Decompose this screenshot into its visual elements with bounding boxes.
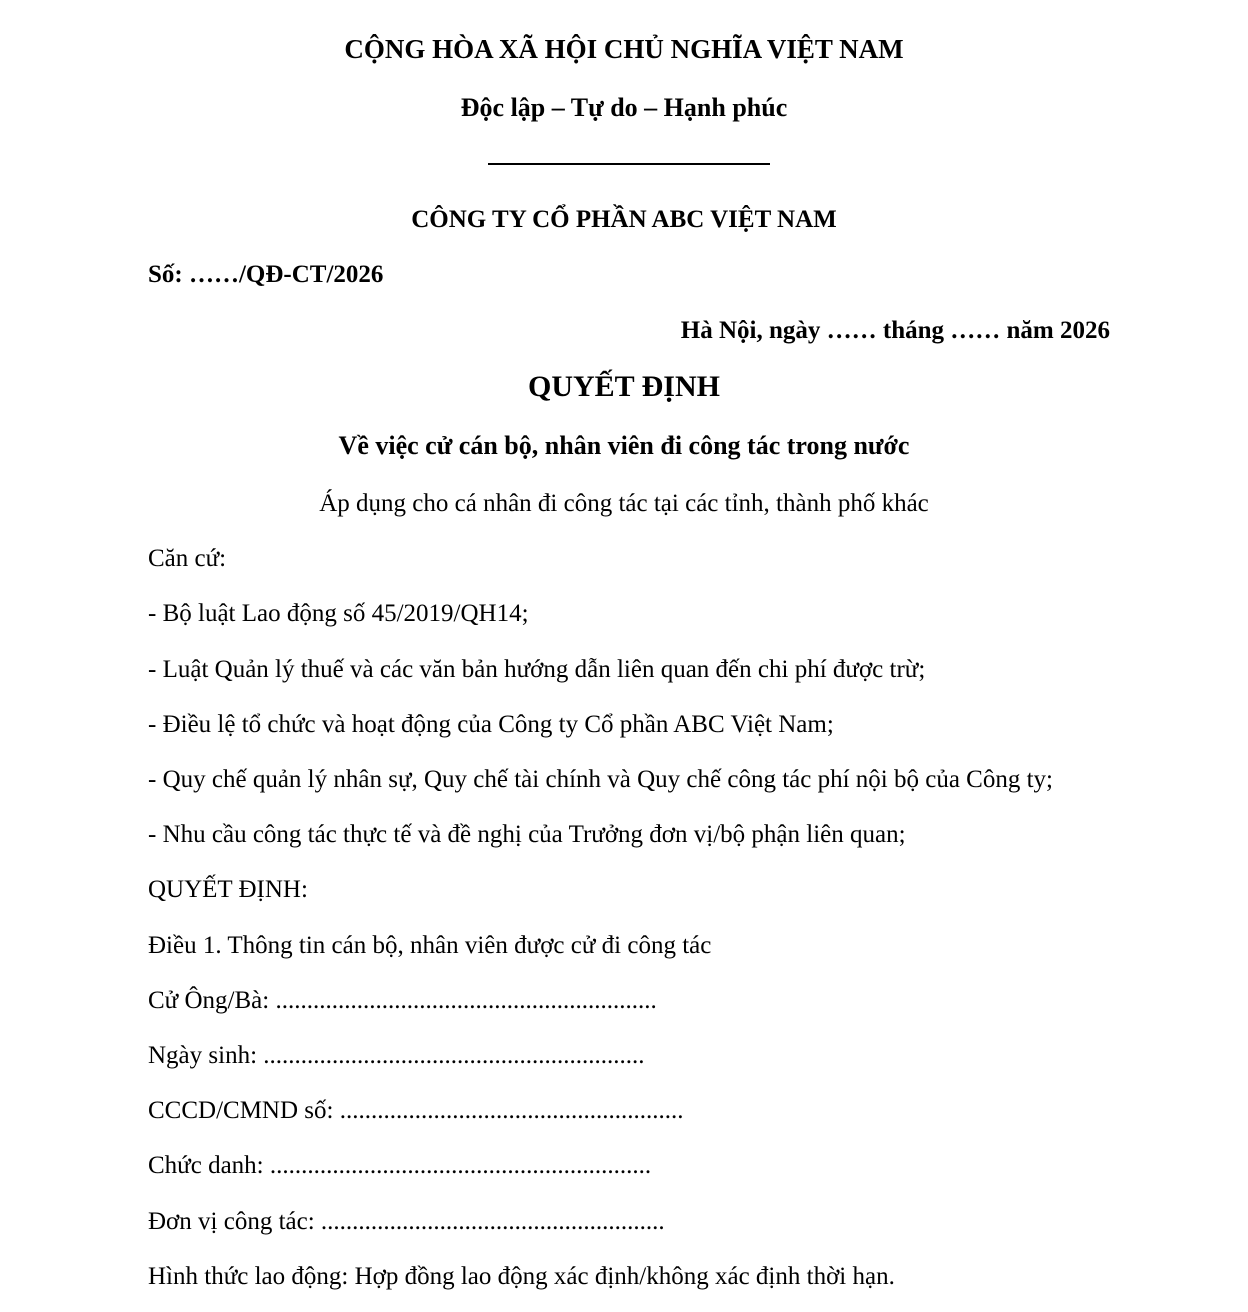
basis-item: - Nhu cầu công tác thực tế và đề nghị của Trưởng đơn vị/bộ phận liên quan; [148, 821, 906, 848]
national-motto: Độc lập – Tự do – Hạnh phúc [460, 93, 788, 122]
field-work-unit: Đơn vị công tác: ....................................................... [148, 1208, 665, 1235]
motto-underline [488, 163, 770, 165]
decision-title: QUYẾT ĐỊNH [528, 370, 720, 403]
basis-item: - Điều lệ tổ chức và hoạt động của Công ty Cổ phần ABC Việt Nam; [148, 711, 834, 738]
field-full-name: Cử Ông/Bà: ............................................................. [148, 987, 657, 1014]
company-name: CÔNG TY CỔ PHẦN ABC VIỆT NAM [411, 206, 837, 233]
decision-subject: Về việc cử cán bộ, nhân viên đi công tác trong nước [338, 431, 910, 460]
basis-heading: Căn cứ: [148, 545, 227, 572]
decision-scope: Áp dụng cho cá nhân đi công tác tại các tỉnh, thành phố khác [319, 490, 929, 517]
article-1-title: Điều 1. Thông tin cán bộ, nhân viên được cử đi công tác [148, 932, 712, 959]
field-job-title: Chức danh: ............................................................. [148, 1152, 652, 1179]
basis-item: - Luật Quản lý thuế và các văn bản hướng dẫn liên quan đến chi phí được trừ; [148, 656, 926, 683]
basis-item: - Bộ luật Lao động số 45/2019/QH14; [148, 600, 529, 627]
field-employment-type: Hình thức lao động: Hợp đồng lao động xác định/không xác định thời hạn. [148, 1263, 895, 1290]
document-number: Số: ……/QĐ-CT/2026 [148, 261, 384, 288]
decides-heading: QUYẾT ĐỊNH: [148, 876, 308, 903]
basis-item: - Quy chế quản lý nhân sự, Quy chế tài chính và Quy chế công tác phí nội bộ của Công ty; [148, 766, 1053, 793]
field-date-of-birth: Ngày sinh: ............................................................. [148, 1042, 645, 1069]
national-title: CỘNG HÒA XÃ HỘI CHỦ NGHĨA VIỆT NAM [344, 34, 904, 64]
field-id-number: CCCD/CMND số: ....................................................... [148, 1097, 684, 1124]
place-and-date: Hà Nội, ngày …… tháng …… năm 2026 [680, 317, 1110, 344]
